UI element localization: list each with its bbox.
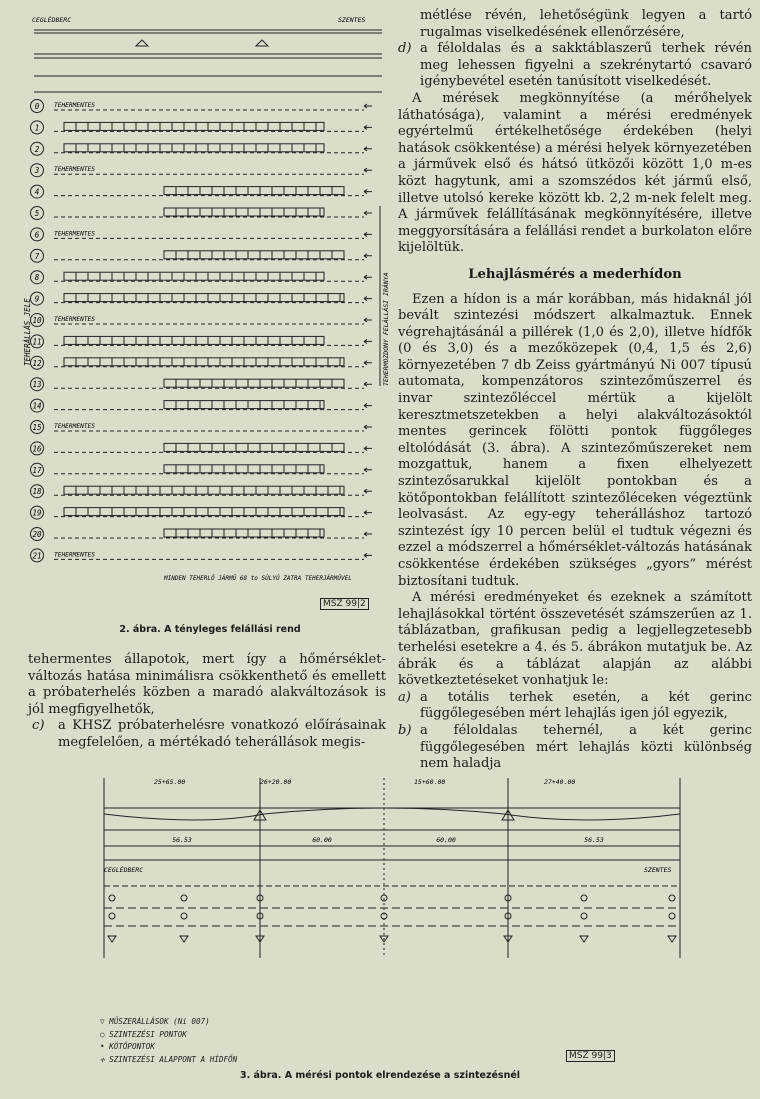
direction-arrow [364,168,372,172]
vehicle-block [164,251,344,259]
fig2-side-right: TEHERMOZDONY FELÁLLÁSI IRÁNYA [382,272,390,386]
direction-arrow [364,532,372,536]
row-number: 15 [32,423,42,432]
row-number: 13 [32,380,42,390]
levelling-point [581,895,587,901]
row-note: TEHERMENTES [54,316,95,323]
direction-arrow [364,553,372,557]
row-number: 9 [34,294,40,304]
figure-3-stamp: MSZ 99|3 [566,1050,615,1062]
section-heading: Lehajlásmérés a mederhídon [468,266,682,282]
row-note: TEHERMENTES [54,102,95,109]
station-label: 26+20.00 [260,778,292,786]
row-number: 14 [32,401,42,411]
levelling-point [109,895,115,901]
left-column-text [28,652,386,752]
paragraph-2: Ezen a hídon is a már korábban, más hidaknál jól bevált szintezési módszert alkalmaztuk. Ennek végrehajtásánál a pillérek (1,0 és 2,0), illetve hídfők (0 és 3,0) és a mezőközepek (0,4, 1,5 és 2,6) környezetében 7 db Zeiss gyártmányú Ni 007 típusú automata, kompenzátoros szintezőműszerrel és invar szintezőléccel mértük a kijelölt keresztmetszetekben a helyi alakváltozásoktól mentes gerincek fölötti pontok függőleges eltolódását (3. ábra). A szintezőműszereket nem mozgattuk, hanem a fixen elhelyezett szintezősarukkal kijelölt pontokban és a kötőpontokban felállított szintezőléceken végeztünk leolvasást. Az egy-egy teherálláshoz tartozó szintezést így 10 percen belül el tudtuk végezni és ezzel a módszerrel a hőmérséklet-változás hatásának csökkentése érdekében szükséges „gyors” mérést biztosítani tudtuk. [398,291,752,589]
instrument-station [668,936,676,942]
fig2-top-left: CEGLÉDBERC [32,16,72,24]
item-d-text: a féloldalas és a sakktáblaszerű terhek révén meg lehessen figyelni a szekrénytartó csavaró igénybevétel esetén tanúsított viselkedését. [420,41,752,90]
row-number: 17 [32,465,42,475]
direction-arrow [364,425,372,429]
row-number: 2 [34,144,40,154]
figure-3-legend [100,1016,237,1066]
row-note: TEHERMENTES [54,166,95,174]
vehicle-block [64,122,324,130]
levelling-point [109,913,115,919]
direction-arrow [364,404,372,408]
station-label: 25+65.00 [154,778,186,786]
station-label: 15+60.00 [414,778,446,786]
vehicle-block [164,379,344,387]
vehicle-block [164,443,344,451]
row-number: 1 [34,123,40,133]
direction-arrow [364,382,372,386]
legend-item: ✢ SZINTEZÉSI ALAPPONT A HÍDFŐN [100,1054,238,1064]
item-a-label: a) [398,689,411,705]
row-number: 18 [32,487,42,497]
station-label: 27+40.00 [544,778,576,786]
row-note: TEHERMENTES [54,551,95,559]
legend-item: • KÖTŐPONTOK [100,1042,155,1051]
continued-paragraph: métlése révén, lehetőségünk legyen a tartó rugalmas viselkedésének ellenőrzésére, [420,8,752,40]
fig3-label-right: SZENTES [644,866,672,874]
row-number: 7 [34,251,40,261]
row-number: 8 [34,273,40,283]
levelling-point [181,895,187,901]
figure-3-drawing [84,768,700,1040]
row-number: 12 [32,358,42,368]
item-c-text: a KHSZ próbaterhelésre vonatkozó előírásainak megfelelően, a mértékadó teherállások megis- [58,718,386,750]
row-number: 16 [32,444,42,454]
item-a-text: a totális terhek esetén, a két gerinc függőlegesében mért lehajlás igen jól egyezik, [420,689,752,722]
figure-3-caption: 3. ábra. A mérési pontok elrendezése a szintezésnél [239,1070,521,1081]
figure-2-caption: 2. ábra. A tényleges felállási rend [119,624,301,635]
vehicle-block [164,187,344,195]
vehicle-block [64,294,344,302]
levelling-point [581,913,587,919]
row-number: 3 [34,166,40,176]
span-label: 56.53 [172,836,192,844]
paragraph-1: A mérések megkönnyítése (a mérőhelyek láthatósága), valamint a mérési eredmények egyértelmű értékelhetősége érdekében (helyi hatások csökkentése) a mérési helyek környezetében a járművek első és hátsó ütközői között 1,0 m-es közt hagytunk, ami a szomszédos két jármű első, illetve utolsó kereke között kb. 2,2 m-nek felelt meg. A járművek felállításának megkönnyítésére, illetve meggyorsítására a felállási rendet a burkolaton előre kijelöltük. [398,90,752,256]
row-number: 0 [34,102,40,111]
right-column-text [398,8,752,773]
row-number: 11 [32,337,42,347]
direction-arrow [364,339,372,343]
direction-arrow [364,104,372,108]
instrument-station [580,936,588,942]
figure-2-stamp: MSZ 99|2 [320,598,369,610]
row-number: 19 [32,508,42,518]
item-c-label: c) [32,718,45,734]
direction-arrow [364,446,372,450]
legend-item: ▽ MŰSZERÁLLÁSOK (Ni 007) [100,1017,210,1026]
row-number: 21 [32,551,42,561]
levelling-point [669,913,675,919]
row-number: 4 [34,187,40,197]
span-label: 60.00 [312,836,332,844]
levelling-point [181,913,187,919]
direction-arrow [364,211,372,215]
instrument-station [180,936,188,942]
instrument-station [108,936,116,942]
row-number: 20 [32,530,42,539]
left-paragraph: tehermentes állapotok, mert így a hőmérsékletváltozás hatása minimálisra csökkenthető és emellett a próbaterhelés közben a maradó alakváltozások is jól megfigyelhetők, [28,652,386,717]
direction-arrow [364,147,372,151]
fig2-top-right: SZENTES [338,16,366,24]
direction-arrow [364,254,372,258]
fig2-bottom-note: MINDEN TEHERLŐ JÁRMŰ 68 to SÚLYÚ ZATRA TEHERJÁRMŰVEL [164,575,352,582]
vehicle-block [64,358,344,366]
direction-arrow [364,190,372,194]
legend-item: ○ SZINTEZÉSI PONTOK [100,1029,187,1039]
direction-arrow [364,232,372,236]
span-label: 60.00 [436,836,456,844]
vehicle-block [64,272,324,280]
vehicle-block [64,508,344,516]
fig3-label-left: CEGLÉDBERC [104,866,144,874]
direction-arrow [364,511,372,515]
direction-arrow [364,125,372,129]
vehicle-block [64,486,344,494]
direction-arrow [364,275,372,279]
row-number: 6 [34,230,40,240]
row-number: 10 [32,316,42,325]
row-note: TEHERMENTES [54,230,95,238]
item-d-label: d) [398,41,412,57]
direction-arrow [364,361,372,365]
direction-arrow [364,318,372,322]
direction-arrow [364,297,372,301]
paragraph-3: A mérési eredményeket és ezeknek a számított lehajlásokkal történt összevetését számszerűen az 1. táblázatban, grafikusan pedig a legjellegzetesebb terhelési esetekre a 4. és 5. ábrákon mutatjuk be. Az ábrák és a táblázat alapján az alábbi következtetéseket vonhatjuk le: [398,590,752,689]
item-b-text: a féloldalas tehernél, a két gerinc függőlegesében mért lehajlás közti különbség nem haladja [420,722,752,772]
item-b-label: b) [398,722,412,738]
vehicle-block [64,144,324,152]
direction-arrow [364,468,372,472]
figure-2-drawing [24,6,390,614]
levelling-point [669,895,675,901]
vehicle-block [64,336,324,344]
direction-arrow [364,489,372,493]
row-number: 5 [34,209,40,218]
row-note: TEHERMENTES [54,423,95,430]
span-label: 56.53 [584,836,604,844]
fig2-side-left: TEHERÁLLÁS JELE [23,298,32,366]
